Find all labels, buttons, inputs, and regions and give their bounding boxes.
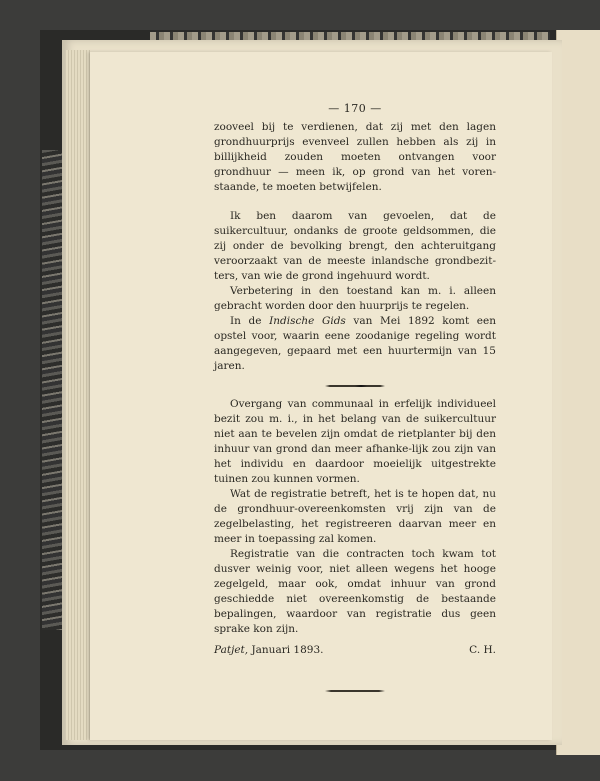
paragraph: Registratie van die contracten toch kwam tot dusver weinig voor, niet alleen wegens het hooge zegelgeld, maar ook, omdat inhuur van grond geschiedde niet overeenkomstig de bestaande bepalingen, waardoor van registratie dus geen sprake kon zijn. [214,548,496,635]
paragraph: Verbetering in den toestand kan m. i. alleen gebracht worden door den huurprijs te regelen. [214,285,496,312]
paragraph-gap [214,195,496,209]
paragraph: zooveel bij te verdienen, dat zij met den lagen grondhuurprijs evenveel zullen hebben als zij in billijkheid zouden moeten ontvangen voor grondhuur — meen ik, op grond van het voren-staande, te moeten betwijfelen. [214,121,496,193]
signature-line [214,643,496,658]
signature-initials: C. H. [469,644,496,656]
book-cover-edge [42,150,64,630]
signature-place-date [214,643,323,658]
paragraph: Ik ben daarom van gevoelen, dat de suikercultuur, ondanks de groote geldsommen, die zij onder de bevolking brengt, den achteruitgang veroorzaakt van de meeste inlandsche grondbezit-ters, van wie de grond ingehuurd wordt. [214,210,496,282]
paragraph: Overgang van communaal in erfelijk individueel bezit zou m. i., in het belang van de suikercultuur niet aan te bevelen zijn omdat de rietplanter bij den inhuur van grond dan meer afhanke-lijk zou zijn van het individu en daardoor moeielijk uitgestrekte tuinen zou kunnen vormen. [214,398,496,485]
page-header [214,0,496,130]
page-edges [66,50,90,740]
end-divider [325,690,385,692]
paragraph-gids [214,314,496,374]
publication-title: Indische Gids [269,315,346,327]
signature-place: Patjet, [214,644,249,656]
facing-page-edge [556,30,600,755]
paragraph-text: van Mei 1892 komt een opstel voor, waarin eene zoodanige regeling wordt aangegeven, gepaard met een huurtermijn van 15 jaren. [214,315,496,372]
section-divider [325,385,385,387]
paragraph: Wat de registratie betreft, het is te hopen dat, nu de grondhuur-overeenkomsten vrij zijn van de zegelbelasting, het registreeren daarvan meer en meer in toepassing zal komen. [214,488,496,545]
page-body [214,120,496,692]
page-number: — 170 — [328,102,382,115]
paragraph-text: In de [230,315,270,327]
signature-date: Januari 1893. [248,644,324,656]
